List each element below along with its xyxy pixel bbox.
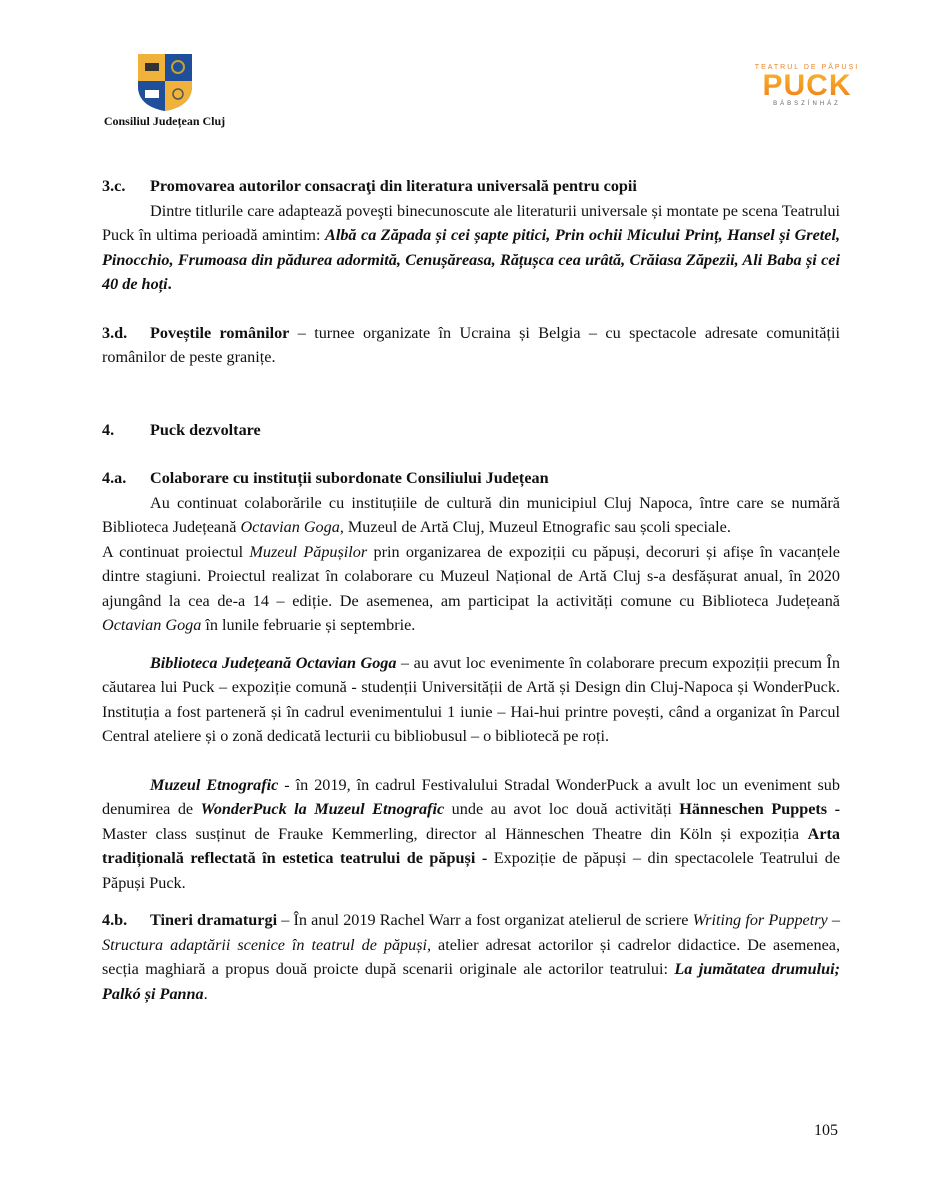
section-number: 3.c.	[102, 177, 126, 195]
section-4a-paragraph-4: Muzeul Etnografic - în 2019, în cadrul Festivalului Stradal WonderPuck a avult loc un eveniment sub denumirea de WonderPuck la Muzeul Etnografic unde au avot loc două activități Hänneschen Puppets - Master class susținut de Frauke Kemmerling, director al Hänneschen Theatre din Köln și expoziția Arta tradițională reflectată în estetica teatrului de păpuși - Expoziție de păpuși – din spectacolele Teatrului de Păpuși Puck.	[102, 775, 841, 892]
section-number: 4.a.	[102, 469, 127, 487]
document-body	[102, 174, 840, 1006]
section-4-heading	[102, 418, 840, 443]
section-title: Tineri dramaturgi	[150, 911, 278, 929]
puck-logo-bottom-text: BÁBSZÍNHÁZ	[773, 101, 841, 107]
section-number: 3.d.	[102, 323, 128, 342]
section-3d-paragraph: 3.d. Poveștile românilor – turnee organizate în Ucraina și Belgia – cu spectacole adresate comunității românilor de peste granițe.	[102, 321, 840, 370]
puck-logo-name: PUCK	[752, 71, 862, 101]
section-4a-paragraph-3: Biblioteca Județeană Octavian Goga – au avut loc evenimente în colaborare precum expoziții precum În căutarea lui Puck – expoziție comună - studenții Universității de Artă și Design din Cluj-Napoca și WonderPuck. Instituția a fost parteneră și în cadrul evenimentului 1 iunie – Hai-hui printre povești, când a organizat în Parcul Central ateliere și o zonă dedicată lecturii cu bibliobusul – o bibliotecă pe roți.	[102, 653, 840, 745]
section-title: Poveștile românilor	[150, 323, 290, 342]
section-title: Puck dezvoltare	[150, 420, 261, 439]
show-titles: Albă ca Zăpada și cei șapte pitici, Prin ochii Micului Prinț, Hansel și Gretel, Pinocchio, Frumoasa din pădurea adormită, Cenușăreasa, Rățușca cea urâtă, Crăiasa Zăpezii, Ali Baba și cei 40 de hoți	[102, 226, 840, 293]
puck-logo-top-text: TEATRUL DE PĂPUȘI	[754, 64, 860, 71]
section-title: Colaborare cu instituții subordonate Consiliului Județean	[150, 469, 549, 487]
section-4b-paragraph: 4.b. Tineri dramaturgi – În anul 2019 Rachel Warr a fost organizat atelierul de scriere Writing for Puppetry – Structura adaptării scenice în teatrul de păpuși, atelier adresat actorilor și cadrelor didactice. De asemenea, secția maghiară a propus două proicte după scenarii originale ale actorilor teatrului: La jumătatea drumului; Palkó și Panna.	[102, 908, 840, 1006]
council-name: Consiliul Județean Cluj	[103, 114, 226, 128]
section-title: Promovarea autorilor consacraţi din literatura universală pentru copii	[150, 177, 637, 195]
section-number: 4.b.	[102, 911, 128, 929]
page-number: 105	[814, 1122, 838, 1139]
section-3c-heading	[102, 174, 840, 199]
section-4a-heading	[102, 466, 840, 491]
section-4a-paragraph-2: A continuat proiectul Muzeul Păpușilor prin organizarea de expoziții cu păpuși, decoruri și afișe în vacanțele dintre stagiuni. Proiectul realizat în colaborare cu Muzeul Național de Artă Cluj s-a desfășurat anual, în 2020 ajungând la cea de-a 14 – ediție. De asemenea, am participat la activități comune cu Biblioteca Județeană Octavian Goga în lunile februarie și septembrie.	[102, 542, 840, 634]
section-4a-paragraph-1: Au continuat colaborările cu instituțiile de cultură din municipiul Cluj Napoca, între care se numără Biblioteca Județeană Octavian Goga, Muzeul de Artă Cluj, Muzeul Etnografic sau școli speciale.	[102, 493, 840, 536]
coat-of-arms-icon	[136, 52, 194, 112]
section-number: 4.	[102, 420, 115, 439]
section-3c-paragraph: Dintre titlurile care adaptează poveşti binecunoscute ale literaturii universale și montate pe scena Teatrului Puck în ultima perioadă amintim: Albă ca Zăpada și cei șapte pitici, Prin ochii Micului Prinț, Hansel și Gretel, Pinocchio, Frumoasa din pădurea adormită, Cenușăreasa, Rățușca cea urâtă, Crăiasa Zăpezii, Ali Baba și cei 40 de hoți.	[102, 201, 840, 293]
puck-logo	[752, 64, 862, 107]
council-logo	[92, 52, 237, 129]
